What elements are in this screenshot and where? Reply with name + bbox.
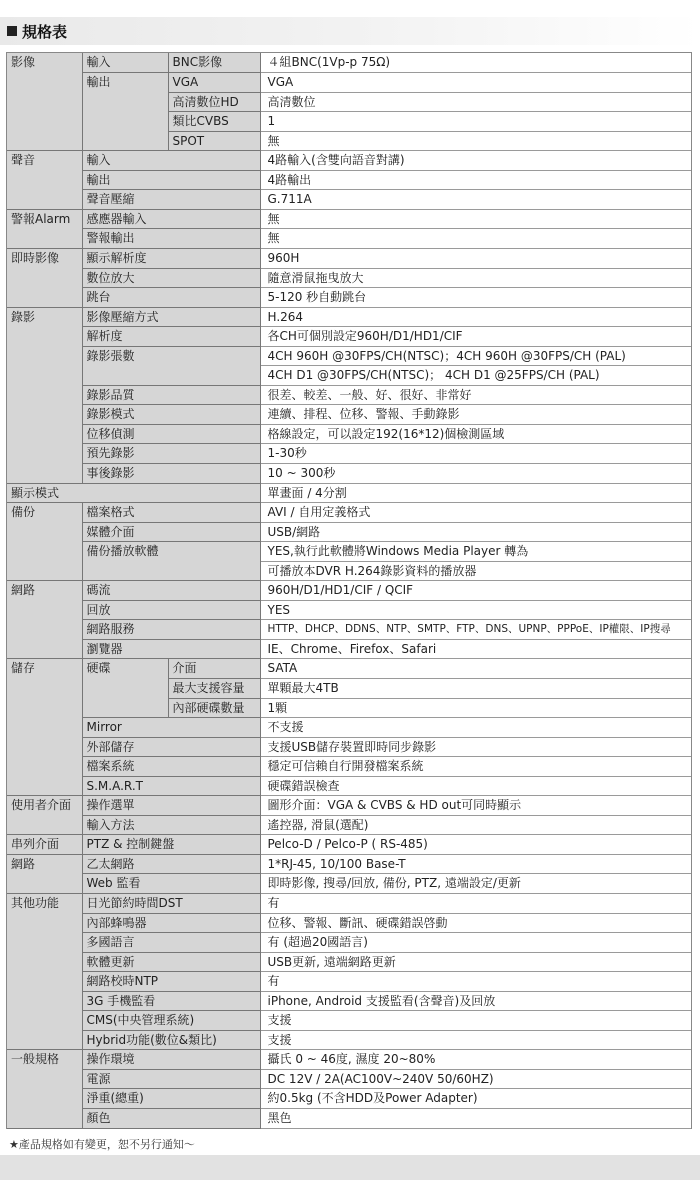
spec-subcategory: 日光節約時間DST: [82, 894, 260, 914]
spec-row: [7, 327, 691, 347]
spec-row: [7, 424, 691, 444]
spec-value: SATA: [260, 659, 691, 679]
spec-item: 類比CVBS: [168, 112, 260, 132]
bullet-square-icon: [7, 26, 17, 36]
spec-row: [7, 463, 691, 483]
spec-value: ４組BNC(1Vp-p 75Ω): [260, 53, 691, 73]
spec-value: VGA: [260, 73, 691, 93]
spec-row: [7, 405, 691, 425]
spec-value: HTTP、DHCP、DDNS、NTP、SMTP、FTP、DNS、UPNP、PPPoE、IP權限、IP搜尋: [260, 620, 691, 640]
spec-subcategory: 瀏覽器: [82, 639, 260, 659]
spec-row: [7, 53, 691, 73]
spec-row: [7, 73, 691, 93]
spec-subcategory: 碼流: [82, 581, 260, 601]
spec-subcategory: 乙太網路: [82, 854, 260, 874]
spec-value: 4路輸入(含雙向語音對講): [260, 151, 691, 171]
spec-category: 錄影: [7, 307, 82, 483]
spec-row: [7, 190, 691, 210]
spec-row: [7, 1050, 691, 1070]
spec-row: [7, 209, 691, 229]
spec-row: [7, 894, 691, 914]
spec-subcategory: 警報輸出: [82, 229, 260, 249]
spec-item: 最大支援容量: [168, 679, 260, 699]
spec-category: 顯示模式: [7, 483, 260, 503]
spec-row: [7, 854, 691, 874]
spec-value: 約0.5kg (不含HDD及Power Adapter): [260, 1089, 691, 1109]
spec-value: USB更新, 遠端網路更新: [260, 952, 691, 972]
spec-category: 聲音: [7, 151, 82, 210]
spec-row: [7, 874, 691, 894]
spec-value: 960H/D1/HD1/CIF / QCIF: [260, 581, 691, 601]
spec-row: [7, 288, 691, 308]
spec-subcategory: 檔案系統: [82, 757, 260, 777]
spec-value: 很差、較差、一般、好、很好、非常好: [260, 385, 691, 405]
spec-value: 4路輸出: [260, 170, 691, 190]
spec-category: 影像: [7, 53, 82, 151]
spec-category: 即時影像: [7, 248, 82, 307]
spec-value: 遙控器, 滑鼠(選配): [260, 815, 691, 835]
spec-subcategory: 3G 手機監看: [82, 991, 260, 1011]
spec-item: BNC影像: [168, 53, 260, 73]
spec-subcategory: S.M.A.R.T: [82, 776, 260, 796]
spec-value: 1-30秒: [260, 444, 691, 464]
spec-value: 黑色: [260, 1109, 691, 1129]
spec-row: [7, 776, 691, 796]
spec-subcategory: 軟體更新: [82, 952, 260, 972]
spec-subcategory: 錄影張數: [82, 346, 260, 385]
spec-subcategory: Web 監看: [82, 874, 260, 894]
spec-item: VGA: [168, 73, 260, 93]
footer-bar: [0, 1155, 700, 1180]
spec-row: [7, 268, 691, 288]
spec-value: 有: [260, 972, 691, 992]
spec-subcategory: Mirror: [82, 718, 260, 738]
spec-subcategory: 數位放大: [82, 268, 260, 288]
spec-subcategory: 顯示解析度: [82, 248, 260, 268]
spec-value: 高清數位: [260, 92, 691, 112]
spec-subcategory: 外部儲存: [82, 737, 260, 757]
spec-subcategory: 輸入: [82, 151, 260, 171]
spec-subcategory: 影像壓縮方式: [82, 307, 260, 327]
spec-row: [7, 503, 691, 523]
spec-subcategory: 多國語言: [82, 933, 260, 953]
spec-item: 內部硬碟數量: [168, 698, 260, 718]
spec-row: [7, 815, 691, 835]
spec-subcategory: 解析度: [82, 327, 260, 347]
spec-value: 1*RJ-45, 10/100 Base-T: [260, 854, 691, 874]
spec-row: [7, 952, 691, 972]
spec-category: 其他功能: [7, 894, 82, 1050]
spec-subcategory: 輸出: [82, 170, 260, 190]
spec-subcategory: 網路校時NTP: [82, 972, 260, 992]
spec-category: 使用者介面: [7, 796, 82, 835]
title-bar: [0, 17, 700, 45]
spec-value: USB/網路: [260, 522, 691, 542]
spec-row: [7, 1030, 691, 1050]
spec-value: Pelco-D / Pelco-P ( RS-485): [260, 835, 691, 855]
spec-category: 備份: [7, 503, 82, 581]
spec-item: SPOT: [168, 131, 260, 151]
spec-value: DC 12V / 2A(AC100V~240V 50/60HZ): [260, 1069, 691, 1089]
spec-row: [7, 229, 691, 249]
spec-value: 格線設定，可以設定192(16*12)個檢測區域: [260, 424, 691, 444]
spec-subcategory: 內部蜂鳴器: [82, 913, 260, 933]
spec-row: [7, 991, 691, 1011]
spec-value: 4CH D1 @30FPS/CH(NTSC)； 4CH D1 @25FPS/CH (PAL): [260, 366, 691, 386]
spec-item: 介面: [168, 659, 260, 679]
spec-value: 無: [260, 229, 691, 249]
spec-value: 5-120 秒自動跳台: [260, 288, 691, 308]
spec-subcategory: 錄影品質: [82, 385, 260, 405]
spec-subcategory: 操作環境: [82, 1050, 260, 1070]
spec-row: [7, 1069, 691, 1089]
spec-value: AVI / 自用定義格式: [260, 503, 691, 523]
spec-row: [7, 1109, 691, 1129]
spec-subcategory: 網路服務: [82, 620, 260, 640]
spec-value: 單畫面 / 4分割: [260, 483, 691, 503]
spec-value: 960H: [260, 248, 691, 268]
spec-subcategory: 顏色: [82, 1109, 260, 1129]
spec-subcategory: 輸入方法: [82, 815, 260, 835]
spec-row: [7, 170, 691, 190]
spec-value: 各CH可個別設定960H/D1/HD1/CIF: [260, 327, 691, 347]
spec-subcategory: 跳台: [82, 288, 260, 308]
spec-subcategory: 預先錄影: [82, 444, 260, 464]
spec-row: [7, 737, 691, 757]
spec-row: [7, 346, 691, 366]
spec-row: [7, 757, 691, 777]
spec-value: 單顆最大4TB: [260, 679, 691, 699]
spec-row: [7, 718, 691, 738]
spec-subcategory: 事後錄影: [82, 463, 260, 483]
spec-row: [7, 835, 691, 855]
spec-value: 位移、警報、斷訊、硬碟錯誤啓動: [260, 913, 691, 933]
spec-subcategory: 備份播放軟體: [82, 542, 260, 581]
spec-value: YES: [260, 600, 691, 620]
spec-row: [7, 151, 691, 171]
spec-item: 高清數位HD: [168, 92, 260, 112]
spec-subcategory: 電源: [82, 1069, 260, 1089]
page-title: 規格表: [22, 23, 68, 41]
spec-value: 連續、排程、位移、警報、手動錄影: [260, 405, 691, 425]
spec-subcategory: PTZ & 控制鍵盤: [82, 835, 260, 855]
spec-value: 攝氏 0 ~ 46度, 濕度 20~80%: [260, 1050, 691, 1070]
spec-value: 無: [260, 209, 691, 229]
spec-row: [7, 620, 691, 640]
spec-value: 支援: [260, 1030, 691, 1050]
spec-category: 儲存: [7, 659, 82, 796]
spec-subcategory: CMS(中央管理系統): [82, 1011, 260, 1031]
spec-value: IE、Chrome、Firefox、Safari: [260, 639, 691, 659]
spec-value: 穩定可信賴自行開發檔案系統: [260, 757, 691, 777]
spec-value: YES,執行此軟體將Windows Media Player 轉為: [260, 542, 691, 562]
spec-value: 不支援: [260, 718, 691, 738]
spec-table: [7, 53, 691, 1129]
spec-row: [7, 972, 691, 992]
spec-row: [7, 248, 691, 268]
spec-subcategory: 輸出: [82, 73, 168, 151]
spec-category: 串列介面: [7, 835, 82, 855]
spec-value: 支援: [260, 1011, 691, 1031]
disclaimer-note: ★產品規格如有變更，恕不另行通知～: [9, 1138, 195, 1151]
spec-row: [7, 639, 691, 659]
spec-subcategory: 錄影模式: [82, 405, 260, 425]
spec-value: 即時影像, 搜尋/回放, 備份, PTZ, 遠端設定/更新: [260, 874, 691, 894]
spec-subcategory: Hybrid功能(數位&類比): [82, 1030, 260, 1050]
spec-value: 無: [260, 131, 691, 151]
spec-value: 可播放本DVR H.264錄影資料的播放器: [260, 561, 691, 581]
spec-row: [7, 483, 691, 503]
spec-subcategory: 輸入: [82, 53, 168, 73]
spec-value: 有: [260, 894, 691, 914]
spec-subcategory: 位移偵測: [82, 424, 260, 444]
spec-value: iPhone, Android 支援監看(含聲音)及回放: [260, 991, 691, 1011]
spec-subcategory: 淨重(總重): [82, 1089, 260, 1109]
spec-category: 一般規格: [7, 1050, 82, 1128]
spec-row: [7, 542, 691, 562]
spec-value: 有 (超過20國語言): [260, 933, 691, 953]
spec-value: H.264: [260, 307, 691, 327]
spec-subcategory: 操作選單: [82, 796, 260, 816]
spec-row: [7, 1089, 691, 1109]
spec-subcategory: 檔案格式: [82, 503, 260, 523]
spec-subcategory: 聲音壓縮: [82, 190, 260, 210]
spec-value: 1: [260, 112, 691, 132]
spec-category: 網路: [7, 581, 82, 659]
spec-value: 支援USB儲存裝置即時同步錄影: [260, 737, 691, 757]
spec-subcategory: 感應器輸入: [82, 209, 260, 229]
spec-value: 圖形介面：VGA & CVBS & HD out可同時顯示: [260, 796, 691, 816]
spec-value: 隨意滑鼠拖曳放大: [260, 268, 691, 288]
spec-row: [7, 659, 691, 679]
spec-row: [7, 307, 691, 327]
spec-value: 10 ~ 300秒: [260, 463, 691, 483]
spec-subcategory: 硬碟: [82, 659, 168, 718]
spec-row: [7, 913, 691, 933]
spec-row: [7, 600, 691, 620]
spec-row: [7, 444, 691, 464]
spec-row: [7, 796, 691, 816]
spec-category: 網路: [7, 854, 82, 893]
spec-value: 硬碟錯誤檢查: [260, 776, 691, 796]
spec-row: [7, 933, 691, 953]
spec-subcategory: 媒體介面: [82, 522, 260, 542]
spec-category: 警報Alarm: [7, 209, 82, 248]
spec-value: 1顆: [260, 698, 691, 718]
spec-row: [7, 385, 691, 405]
spec-value: 4CH 960H @30FPS/CH(NTSC)；4CH 960H @30FPS/CH (PAL): [260, 346, 691, 366]
spec-table-container: [6, 52, 692, 1129]
spec-subcategory: 回放: [82, 600, 260, 620]
spec-row: [7, 1011, 691, 1031]
spec-value: G.711A: [260, 190, 691, 210]
spec-row: [7, 522, 691, 542]
spec-row: [7, 581, 691, 601]
